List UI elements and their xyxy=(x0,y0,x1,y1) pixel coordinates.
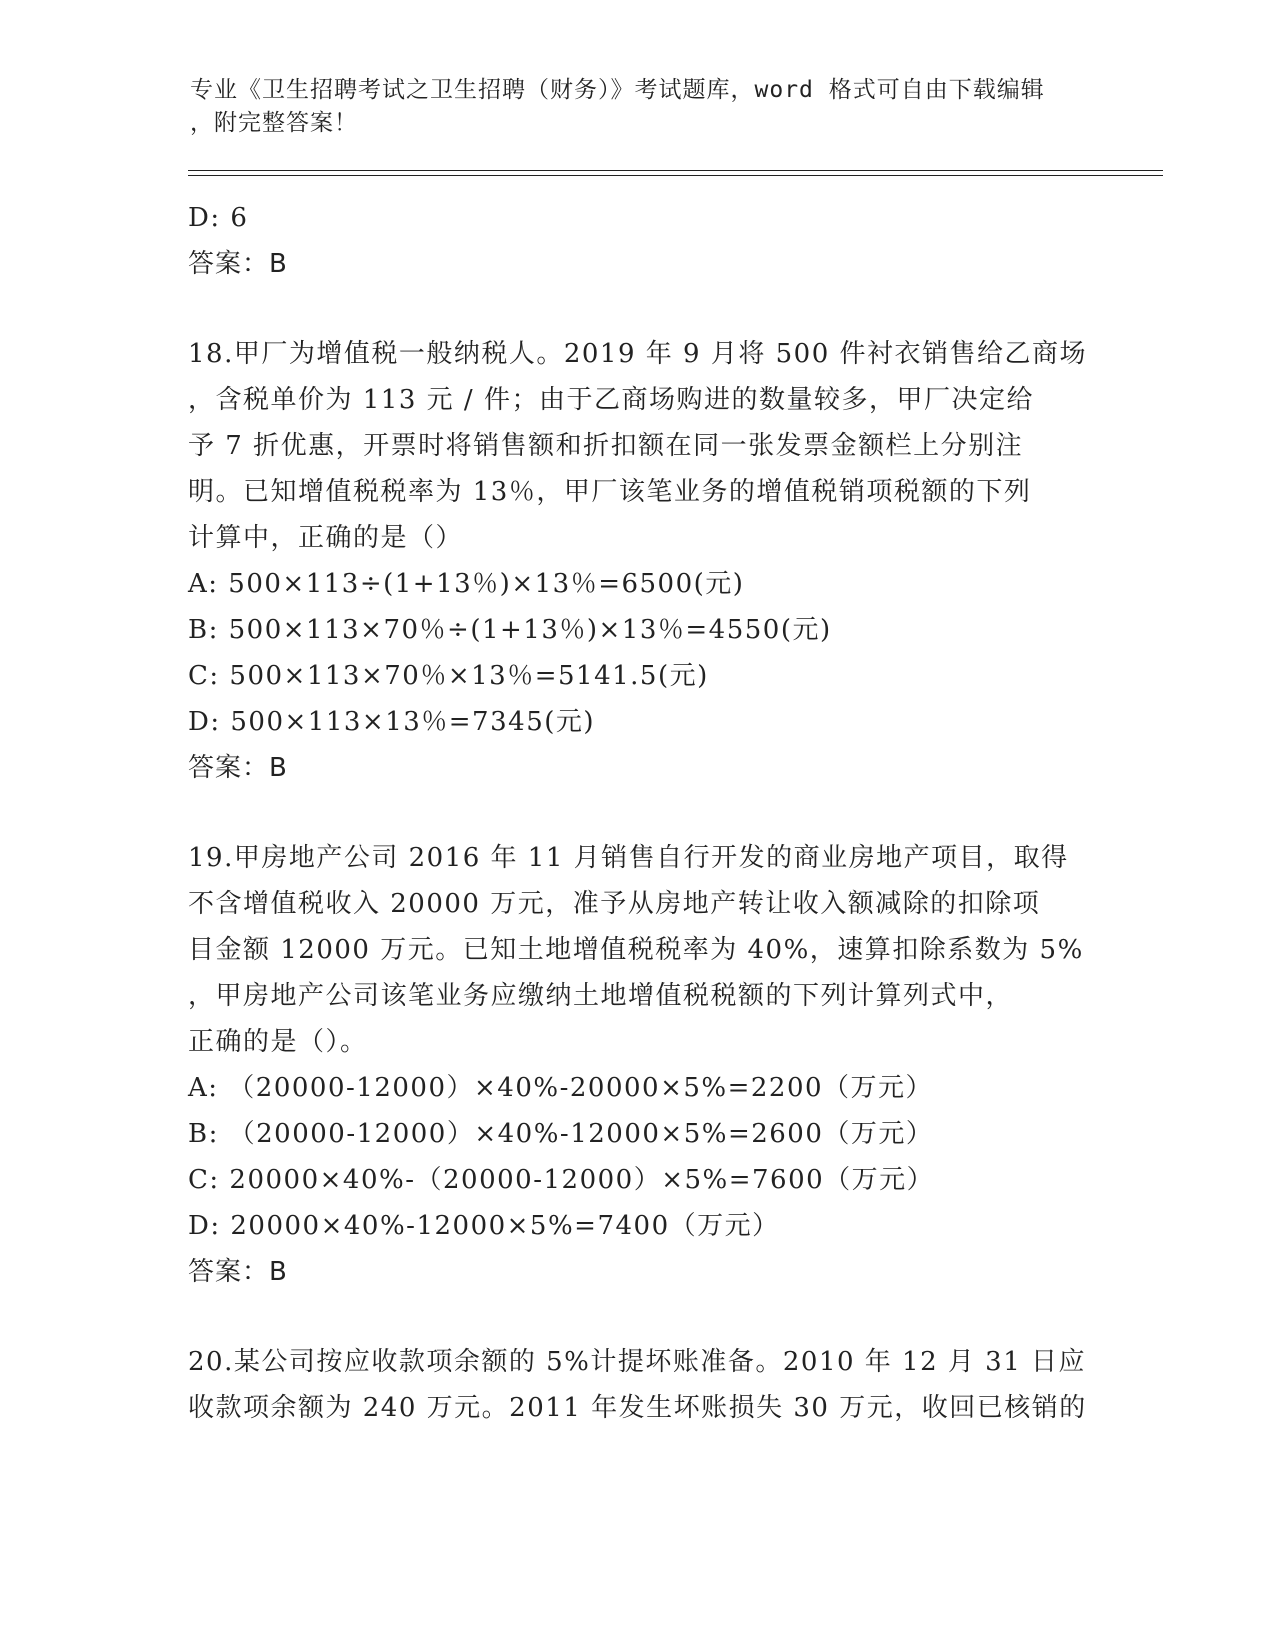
spacer xyxy=(188,791,1118,835)
document-header xyxy=(190,74,1090,140)
answer-line: 答案：B xyxy=(188,753,288,783)
question-text-line: ，甲房地产公司该笔业务应缴纳土地增值税税额的下列计算列式中， xyxy=(188,981,1014,1011)
question-20 xyxy=(188,1339,1118,1431)
answer-line: 答案：B xyxy=(188,249,288,279)
question-text-line: 目金额 12000 万元。已知土地增值税税率为 40%，速算扣除系数为 5% xyxy=(188,935,1084,965)
question-text-line: 予 7 折优惠，开票时将销售额和折扣额在同一张发票金额栏上分别注 xyxy=(188,431,1024,461)
option-a: A: 500×113÷(1+13％)×13％=6500(元) xyxy=(188,569,745,599)
question-text-line: 不含增值税收入 20000 万元，准予从房地产转让收入额减除的扣除项 xyxy=(188,889,1041,919)
option-b: B: （20000-12000）×40%-12000×5%=2600（万元） xyxy=(188,1119,934,1149)
option-c: C: 500×113×70％×13％=5141.5(元) xyxy=(188,661,709,691)
header-rule-top xyxy=(188,170,1163,171)
document-body xyxy=(188,195,1118,1431)
previous-question-tail xyxy=(188,195,1118,287)
question-text-line: 19.甲房地产公司 2016 年 11 月销售自行开发的商业房地产项目，取得 xyxy=(188,843,1069,873)
header-line-1: 专业《卫生招聘考试之卫生招聘（财务）》考试题库，word 格式可自由下载编辑 xyxy=(190,77,1045,103)
question-text-line: 计算中，正确的是（） xyxy=(188,523,464,553)
spacer xyxy=(188,287,1118,331)
option-b: B: 500×113×70％÷(1+13％)×13％=4550(元) xyxy=(188,615,832,645)
question-text-line: ，含税单价为 113 元 / 件；由于乙商场购进的数量较多，甲厂决定给 xyxy=(188,385,1034,415)
answer-line: 答案：B xyxy=(188,1257,288,1287)
spacer xyxy=(188,1295,1118,1339)
question-text-line: 20.某公司按应收款项余额的 5%计提坏账准备。2010 年 12 月 31 日应 xyxy=(188,1347,1087,1377)
option-a: A: （20000-12000）×40%-20000×5%=2200（万元） xyxy=(188,1073,934,1103)
question-18 xyxy=(188,331,1118,791)
option-d: D: 500×113×13％=7345(元) xyxy=(188,707,596,737)
header-rule-bottom xyxy=(188,175,1163,176)
option-d: D: 6 xyxy=(188,203,249,233)
question-text-line: 18.甲厂为增值税一般纳税人。2019 年 9 月将 500 件衬衣销售给乙商场 xyxy=(188,339,1088,369)
question-19 xyxy=(188,835,1118,1295)
option-c: C: 20000×40%-（20000-12000）×5%=7600（万元） xyxy=(188,1165,935,1195)
question-text-line: 明。已知增值税税率为 13％，甲厂该笔业务的增值税销项税额的下列 xyxy=(188,477,1032,507)
question-text-line: 收款项余额为 240 万元。2011 年发生坏账损失 30 万元，收回已核销的 xyxy=(188,1393,1087,1423)
header-line-2: ，附完整答案！ xyxy=(190,110,358,136)
option-d: D: 20000×40%-12000×5%=7400（万元） xyxy=(188,1211,780,1241)
question-text-line: 正确的是（）。 xyxy=(188,1027,368,1057)
